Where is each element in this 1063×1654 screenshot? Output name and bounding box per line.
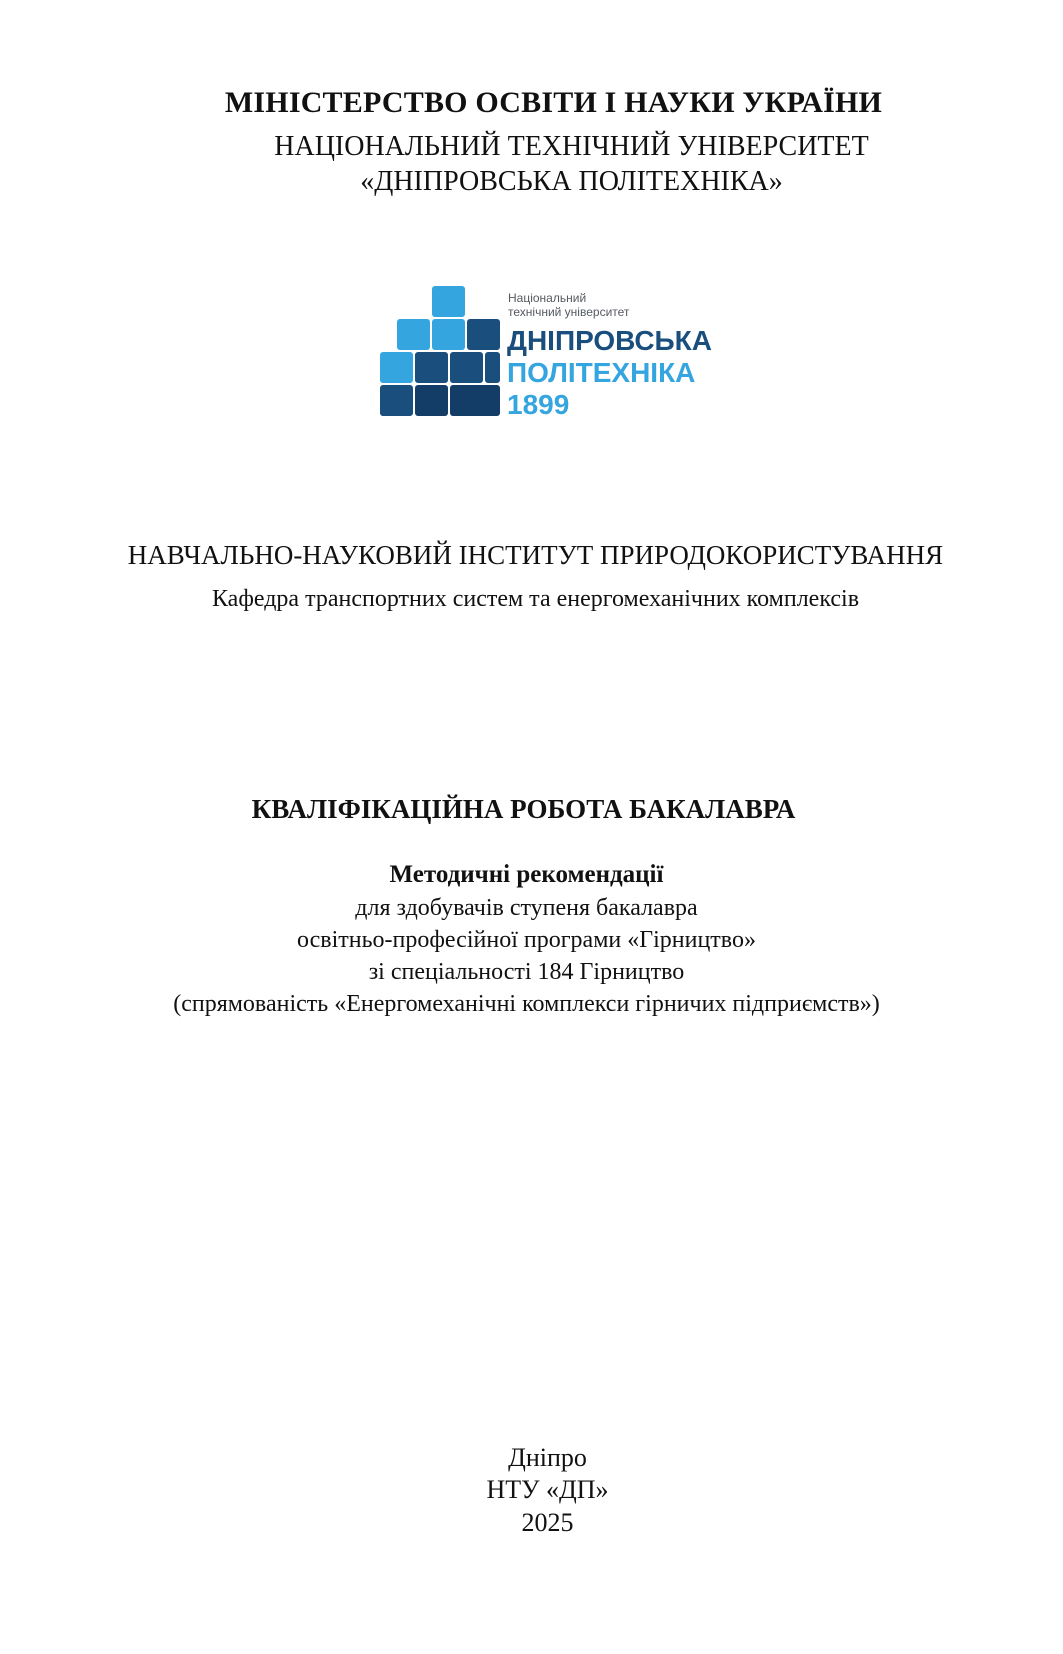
work-title: КВАЛІФІКАЦІЙНА РОБОТА БАКАЛАВРА [251, 794, 796, 824]
university-logo [380, 286, 750, 432]
description-line1: для здобувачів ступеня бакалавра [355, 895, 698, 921]
logo-name-line2: ПОЛІТЕХНІКА [507, 357, 696, 388]
university-name-line2: «ДНІПРОВСЬКА ПОЛІТЕХНІКА» [360, 166, 783, 197]
publication-year: 2025 [521, 1508, 574, 1537]
description-line3: зі спеціальності 184 Гірництво [368, 959, 685, 985]
guide-title: Методичні рекомендації [389, 861, 664, 888]
department-name: Кафедра транспортних систем та енергомеханічних комплексів [211, 586, 860, 612]
logo-blocks [380, 286, 500, 416]
logo-small-line2: технічний університет [508, 305, 630, 319]
university-name-line1: НАЦІОНАЛЬНИЙ ТЕХНІЧНИЙ УНІВЕРСИТЕТ [274, 131, 869, 162]
logo-year: 1899 [507, 389, 570, 420]
logo-small-line1: Національний [508, 291, 587, 305]
description-line4: (спрямованість «Енергомеханічні комплекси гірничих підприємств») [173, 991, 880, 1017]
logo-name-line1: ДНІПРОВСЬКА [507, 325, 712, 356]
city: Дніпро [508, 1443, 587, 1472]
publisher: НТУ «ДП» [486, 1475, 609, 1504]
description-line2: освітньо-професійної програми «Гірництво» [297, 927, 756, 953]
institute-name: НАВЧАЛЬНО-НАУКОВИЙ ІНСТИТУТ ПРИРОДОКОРИСТУВАННЯ [127, 540, 944, 570]
ministry-title: МІНІСТЕРСТВО ОСВІТИ І НАУКИ УКРАЇНИ [224, 86, 883, 119]
